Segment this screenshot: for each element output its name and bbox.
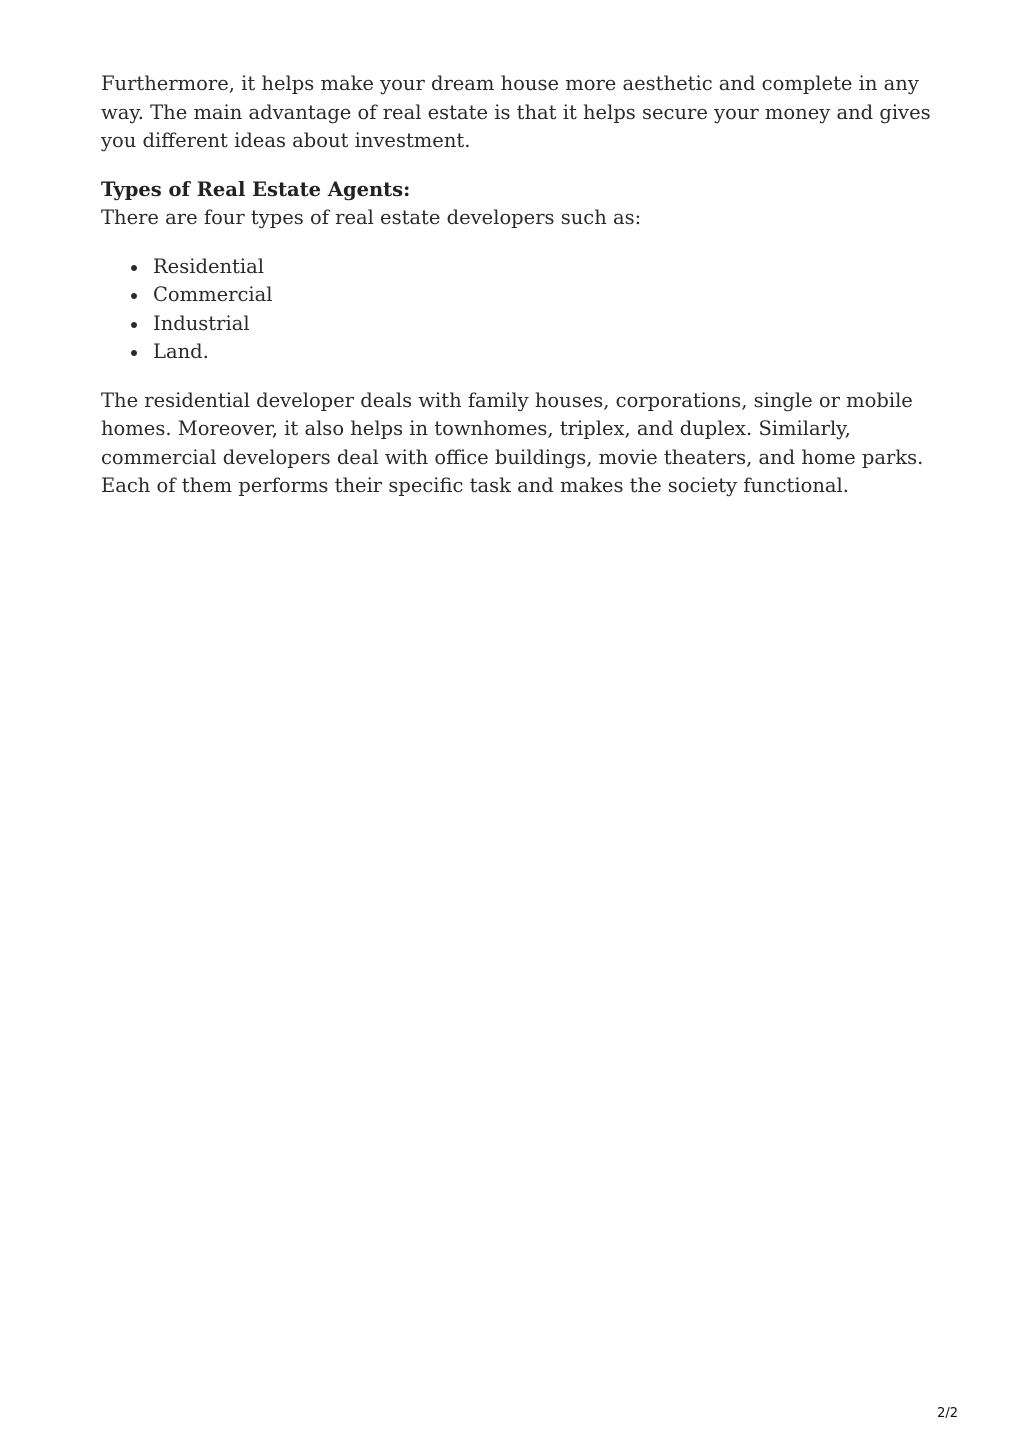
developer-types-list <box>101 253 941 367</box>
bullet-icon <box>131 322 137 328</box>
section-heading: Types of Real Estate Agents: <box>101 177 411 201</box>
bullet-icon <box>131 265 137 271</box>
closing-paragraph: The residential developer deals with family houses, corporations, single or mobile homes. Moreover, it also helps in townhomes, triplex, and duplex. Similarly, commercial developers deal with office buildings, movie theaters, and home parks. Each of them performs their specific task and makes the society functional. <box>101 388 924 497</box>
page-number: 2/2 <box>937 1406 958 1421</box>
list-item-label: Industrial <box>153 311 250 335</box>
list-item-label: Land. <box>153 340 209 363</box>
page-content <box>101 70 941 501</box>
list-item <box>131 281 941 310</box>
list-item-label: Commercial <box>153 283 273 306</box>
list-item <box>131 253 941 282</box>
intro-paragraph: Furthermore, it helps make your dream house more aesthetic and complete in any way. The main advantage of real estate is that it helps secure your money and gives you different ideas about investment. <box>101 72 931 152</box>
bullet-icon <box>131 350 137 356</box>
list-item <box>131 310 941 339</box>
bullet-icon <box>131 293 137 299</box>
section-intro: There are four types of real estate developers such as: <box>101 206 642 229</box>
list-item-label: Residential <box>153 254 264 278</box>
list-item <box>131 338 941 367</box>
